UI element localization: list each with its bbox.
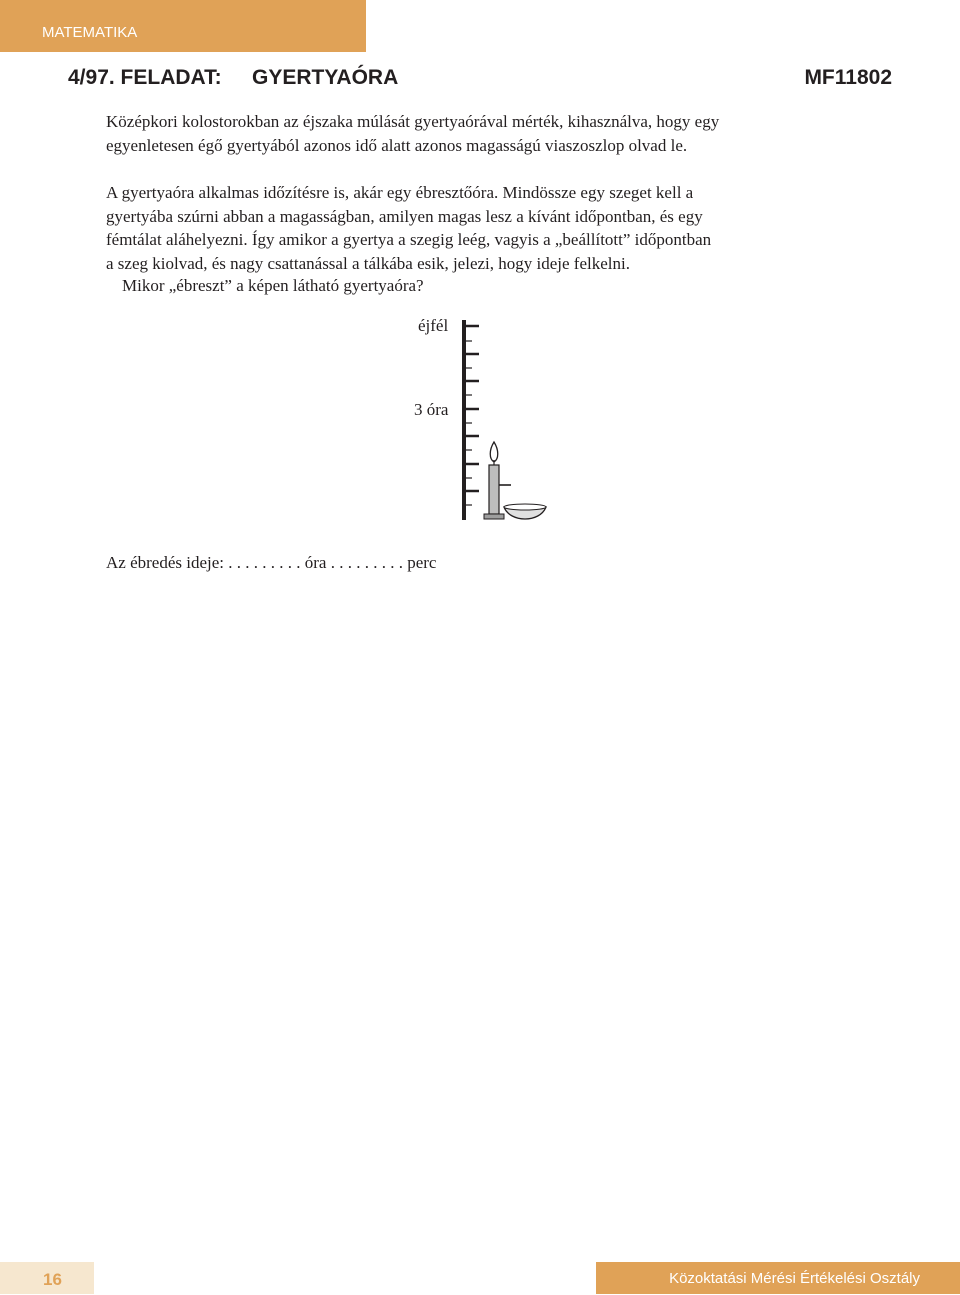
detail-paragraph [106, 181, 711, 275]
intro-paragraph [106, 110, 719, 157]
candle-clock-figure [400, 310, 560, 525]
bowl-rim [504, 504, 546, 510]
candle-body [489, 465, 499, 514]
detail-line: A gyertyaóra alkalmas időzítésre is, akár egy ébresztőóra. Mindössze egy szeget kell a [106, 183, 694, 202]
three-oclock-label: 3 óra [414, 400, 449, 419]
candle-holder [484, 514, 504, 519]
detail-line: gyertyába szúrni abban a magasságban, amilyen magas lesz a kívánt időpontban, és egy [106, 206, 703, 226]
midnight-label: éjfél [418, 316, 449, 335]
flame-icon [490, 442, 498, 462]
page-number-box [0, 1262, 94, 1294]
organization-name: Közoktatási Mérési Értékelési Osztály [669, 1270, 920, 1287]
detail-line: a szeg kiolvad, és nagy csattanással a tálkába esik, jelezi, hogy ideje felkelni. [106, 253, 630, 273]
intro-line: Középkori kolostorokban az éjszaka múlását gyertyaórával mérték, kihasználva, hogy egy [106, 112, 720, 131]
task-title: GYERTYAÓRA [252, 66, 399, 89]
answer-line: Az ébredés ideje: . . . . . . . . . óra . . . . . . . . . perc [106, 553, 437, 572]
page-number: 16 [43, 1270, 62, 1289]
subject-label: MATEMATIKA [42, 24, 138, 41]
time-scale [464, 320, 479, 520]
detail-line: fémtálat aláhelyezni. Így amikor a gyertya a szegig leég, vagyis a „beállított” időpontban [106, 230, 712, 249]
task-code: MF11802 [804, 66, 892, 89]
subject-banner [0, 0, 366, 52]
question-text: Mikor „ébreszt” a képen látható gyertyaóra? [122, 276, 424, 295]
task-number: 4/97. FELADAT: [68, 66, 222, 89]
footer-bar [596, 1262, 960, 1294]
metal-bowl [504, 504, 546, 519]
intro-line: egyenletesen égő gyertyából azonos idő alatt azonos magasságú viaszoszlop olvad le. [106, 135, 688, 155]
